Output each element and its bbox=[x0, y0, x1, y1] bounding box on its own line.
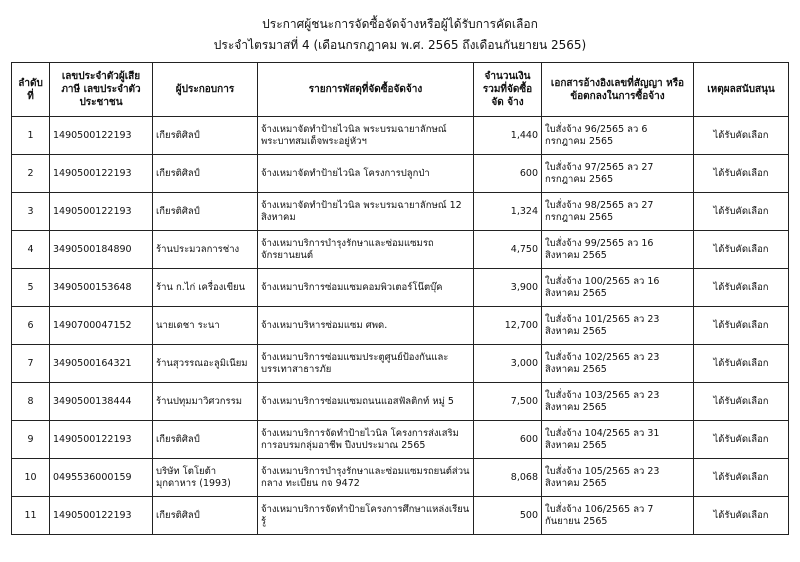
cell-vendor: บริษัท โตโยต้ามุกดาหาร (1993) bbox=[153, 459, 258, 497]
header-amount: จำนวนเงิน รวมที่จัดซื้อจัด จ้าง bbox=[474, 63, 542, 117]
table-row bbox=[12, 459, 789, 497]
cell-item: จ้างเหมาบริการซ่อมแซมประตูศูนย์ป้องกันและบรรเทาสาธารภัย bbox=[258, 345, 474, 383]
cell-reason: ได้รับคัดเลือก bbox=[694, 345, 789, 383]
header-no: ลำดับที่ bbox=[12, 63, 50, 117]
doc-title: ประกาศผู้ชนะการจัดซื้อจัดจ้างหรือผู้ได้รับการคัดเลือก bbox=[262, 17, 538, 31]
cell-item: จ้างเหมาบริการจัดทำป้ายโครงการศึกษาแหล่งเรียนรู้ bbox=[258, 497, 474, 535]
table-header-row bbox=[12, 63, 789, 117]
cell-contract: ใบสั่งจ้าง 98/2565 ลว 27 กรกฎาคม 2565 bbox=[542, 193, 694, 231]
header-taxid: เลขประจำตัวผู้เสียภาษี เลขประจำตัวประชาชน bbox=[50, 63, 153, 117]
cell-amount: 3,000 bbox=[474, 345, 542, 383]
cell-no: 1 bbox=[12, 117, 50, 155]
cell-no: 7 bbox=[12, 345, 50, 383]
table-row bbox=[12, 155, 789, 193]
cell-item: จ้างเหมาจัดทำป้ายไวนิล พระบรมฉายาลักษณ์ 12 สิงหาคม bbox=[258, 193, 474, 231]
table-row bbox=[12, 421, 789, 459]
cell-vendor: ร้านประมวลการช่าง bbox=[153, 231, 258, 269]
cell-amount: 500 bbox=[474, 497, 542, 535]
cell-amount: 600 bbox=[474, 421, 542, 459]
cell-amount: 3,900 bbox=[474, 269, 542, 307]
cell-vendor: นายเดชา ระนา bbox=[153, 307, 258, 345]
cell-no: 3 bbox=[12, 193, 50, 231]
cell-taxid: 3490500138444 bbox=[50, 383, 153, 421]
cell-taxid: 1490500122193 bbox=[50, 497, 153, 535]
cell-item: จ้างเหมาจัดทำป้ายไวนิล โครงการปลูกป่า bbox=[258, 155, 474, 193]
header-contract: เอกสารอ้างอิงเลขที่สัญญา หรือข้อตกลงในการซื้อจ้าง bbox=[542, 63, 694, 117]
cell-taxid: 3490500184890 bbox=[50, 231, 153, 269]
cell-contract: ใบสั่งจ้าง 96/2565 ลว 6 กรกฎาคม 2565 bbox=[542, 117, 694, 155]
cell-no: 2 bbox=[12, 155, 50, 193]
cell-reason: ได้รับคัดเลือก bbox=[694, 307, 789, 345]
table-row bbox=[12, 345, 789, 383]
cell-no: 11 bbox=[12, 497, 50, 535]
cell-vendor: เกียรติศิลป์ bbox=[153, 117, 258, 155]
cell-vendor: ร้านสุวรรณอะลูมิเนียม bbox=[153, 345, 258, 383]
table-row bbox=[12, 383, 789, 421]
cell-reason: ได้รับคัดเลือก bbox=[694, 117, 789, 155]
cell-reason: ได้รับคัดเลือก bbox=[694, 193, 789, 231]
cell-item: จ้างเหมาบริการซ่อมแซมถนนแอสฟัลติกท์ หมู่ 5 bbox=[258, 383, 474, 421]
cell-taxid: 1490500122193 bbox=[50, 117, 153, 155]
cell-item: จ้างเหมาบริการบำรุงรักษาและซ่อมแซมรถยนต์ส่วนกลาง ทะเบียน กจ 9472 bbox=[258, 459, 474, 497]
cell-amount: 12,700 bbox=[474, 307, 542, 345]
table-row bbox=[12, 231, 789, 269]
cell-reason: ได้รับคัดเลือก bbox=[694, 383, 789, 421]
cell-no: 10 bbox=[12, 459, 50, 497]
cell-taxid: 3490500164321 bbox=[50, 345, 153, 383]
procurement-table bbox=[11, 62, 789, 535]
cell-contract: ใบสั่งจ้าง 104/2565 ลว 31 สิงหาคม 2565 bbox=[542, 421, 694, 459]
table-row bbox=[12, 497, 789, 535]
header-reason: เหตุผลสนับสนุน bbox=[694, 63, 789, 117]
cell-item: จ้างเหมาบริหารซ่อมแซม ศพด. bbox=[258, 307, 474, 345]
cell-no: 5 bbox=[12, 269, 50, 307]
cell-taxid: 3490500153648 bbox=[50, 269, 153, 307]
cell-contract: ใบสั่งจ้าง 102/2565 ลว 23 สิงหาคม 2565 bbox=[542, 345, 694, 383]
cell-amount: 1,440 bbox=[474, 117, 542, 155]
cell-item: จ้างเหมาบริการซ่อมแซมคอมพิวเตอร์โน๊ตบุ๊ค bbox=[258, 269, 474, 307]
doc-subtitle: ประจำไตรมาสที่ 4 (เดือนกรกฎาคม พ.ศ. 2565 ถึงเดือนกันยายน 2565) bbox=[213, 38, 587, 52]
cell-amount: 600 bbox=[474, 155, 542, 193]
cell-reason: ได้รับคัดเลือก bbox=[694, 231, 789, 269]
cell-vendor: เกียรติศิลป์ bbox=[153, 421, 258, 459]
cell-amount: 1,324 bbox=[474, 193, 542, 231]
cell-amount: 8,068 bbox=[474, 459, 542, 497]
cell-no: 9 bbox=[12, 421, 50, 459]
cell-item: จ้างเหมาบริการบำรุงรักษาและซ่อมแซมรถจักรยานยนต์ bbox=[258, 231, 474, 269]
cell-no: 8 bbox=[12, 383, 50, 421]
header-vendor: ผู้ประกอบการ bbox=[153, 63, 258, 117]
cell-no: 6 bbox=[12, 307, 50, 345]
cell-item: จ้างเหมาบริการจัดทำป้ายไวนิล โครงการส่งเสริมการอบรมกลุ่มอาชีพ ปีงบประมาณ 2565 bbox=[258, 421, 474, 459]
cell-contract: ใบสั่งจ้าง 105/2565 ลว 23 สิงหาคม 2565 bbox=[542, 459, 694, 497]
cell-contract: ใบสั่งจ้าง 97/2565 ลว 27 กรกฎาคม 2565 bbox=[542, 155, 694, 193]
table-row bbox=[12, 117, 789, 155]
cell-taxid: 1490500122193 bbox=[50, 193, 153, 231]
cell-vendor: เกียรติศิลป์ bbox=[153, 155, 258, 193]
header-item: รายการพัสดุที่จัดซื้อจัดจ้าง bbox=[258, 63, 474, 117]
cell-amount: 4,750 bbox=[474, 231, 542, 269]
cell-reason: ได้รับคัดเลือก bbox=[694, 459, 789, 497]
cell-amount: 7,500 bbox=[474, 383, 542, 421]
cell-contract: ใบสั่งจ้าง 101/2565 ลว 23 สิงหาคม 2565 bbox=[542, 307, 694, 345]
cell-vendor: ร้านปทุมมาวิศวกรรม bbox=[153, 383, 258, 421]
cell-reason: ได้รับคัดเลือก bbox=[694, 155, 789, 193]
cell-vendor: ร้าน ก.ไก่ เครื่องเขียน bbox=[153, 269, 258, 307]
cell-reason: ได้รับคัดเลือก bbox=[694, 269, 789, 307]
cell-vendor: เกียรติศิลป์ bbox=[153, 497, 258, 535]
cell-contract: ใบสั่งจ้าง 99/2565 ลว 16 สิงหาคม 2565 bbox=[542, 231, 694, 269]
table-row bbox=[12, 193, 789, 231]
cell-item: จ้างเหมาจัดทำป้ายไวนิล พระบรมฉายาลักษณ์ พระบาทสมเด็จพระอยู่หัวฯ bbox=[258, 117, 474, 155]
cell-contract: ใบสั่งจ้าง 100/2565 ลว 16 สิงหาคม 2565 bbox=[542, 269, 694, 307]
table-row bbox=[12, 269, 789, 307]
cell-reason: ได้รับคัดเลือก bbox=[694, 497, 789, 535]
cell-taxid: 1490500122193 bbox=[50, 155, 153, 193]
cell-no: 4 bbox=[12, 231, 50, 269]
cell-contract: ใบสั่งจ้าง 103/2565 ลว 23 สิงหาคม 2565 bbox=[542, 383, 694, 421]
cell-contract: ใบสั่งจ้าง 106/2565 ลว 7 กันยายน 2565 bbox=[542, 497, 694, 535]
cell-vendor: เกียรติศิลป์ bbox=[153, 193, 258, 231]
table-row bbox=[12, 307, 789, 345]
cell-reason: ได้รับคัดเลือก bbox=[694, 421, 789, 459]
cell-taxid: 0495536000159 bbox=[50, 459, 153, 497]
cell-taxid: 1490700047152 bbox=[50, 307, 153, 345]
cell-taxid: 1490500122193 bbox=[50, 421, 153, 459]
